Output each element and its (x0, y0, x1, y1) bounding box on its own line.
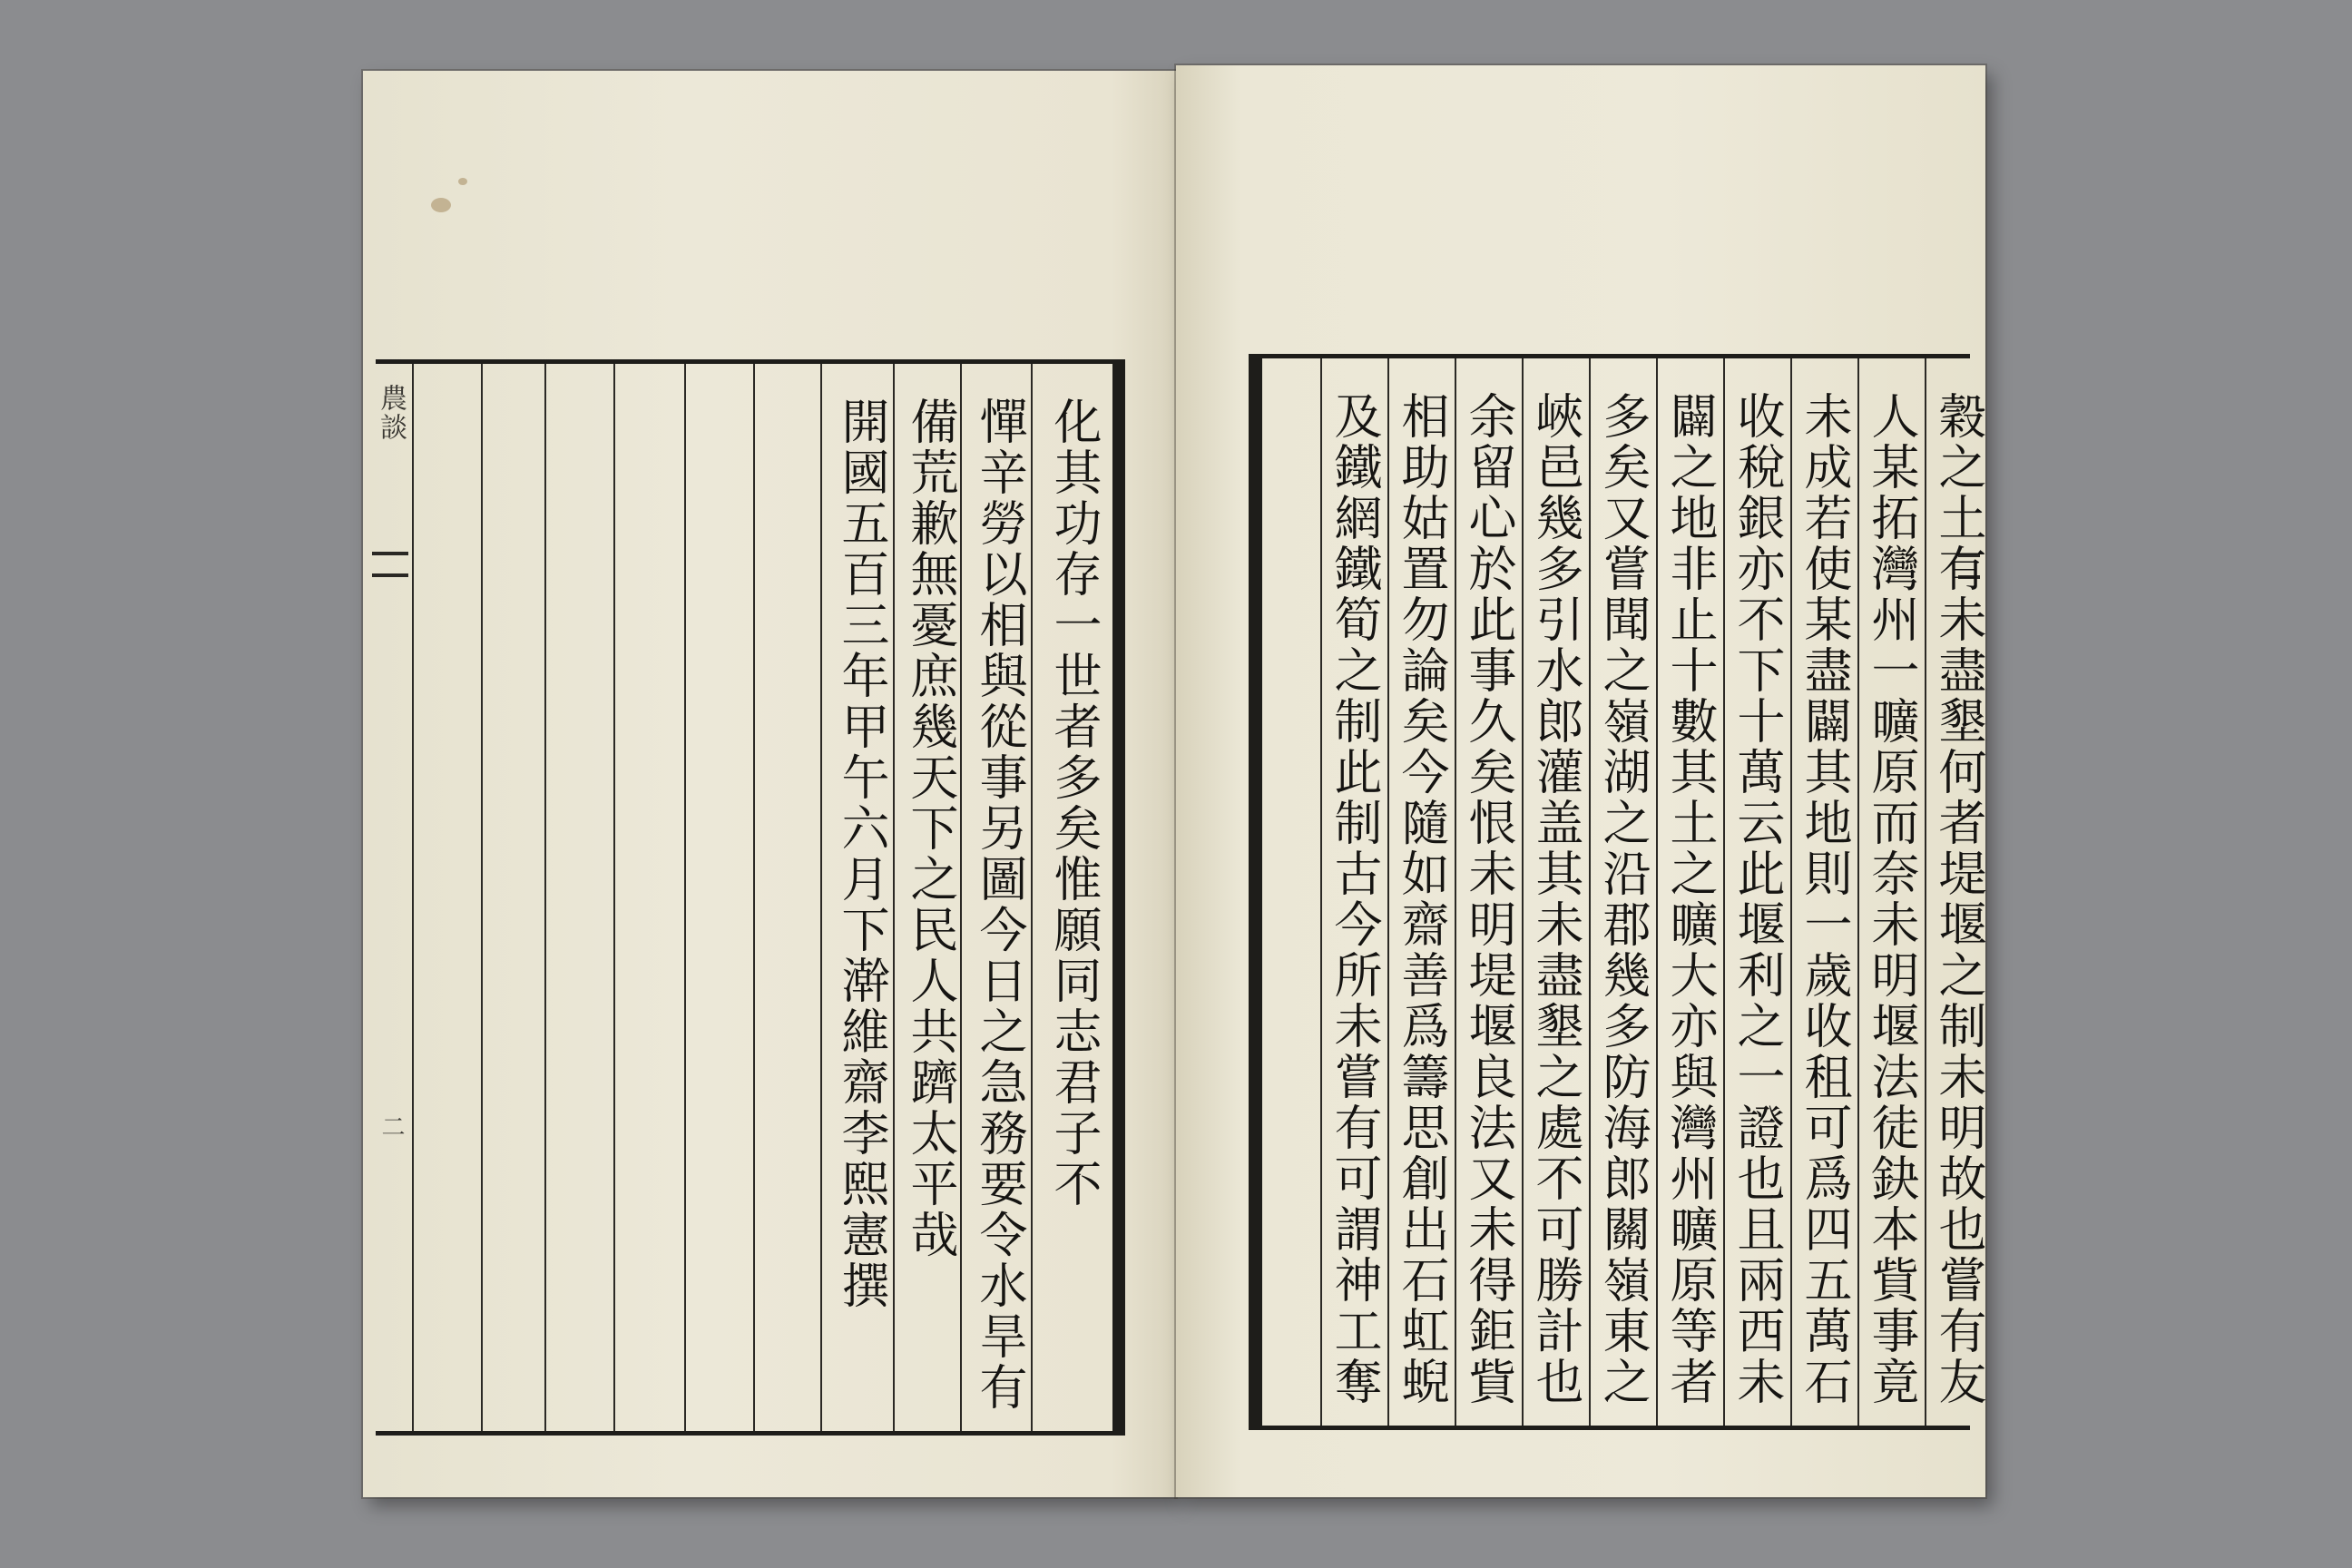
text-column: 余留心於此事久矣恨未明堤堰良法又未得鉅貲 (1461, 391, 1516, 1407)
text-column: 及鐵網鐵筍之制此制古今所未嘗有可謂神工奪 (1327, 391, 1382, 1407)
frame-edge-mark (1253, 358, 1262, 1426)
text-column: 收稅銀亦不下十萬云此堰利之一證也且兩西未 (1730, 391, 1785, 1407)
margin-page-number: 二 (377, 1114, 405, 1138)
text-column: 穀之土有未盡墾何者堤堰之制未明故也嘗有友 (1931, 391, 1986, 1407)
text-column: 闢之地非止十數其土之曠大亦與灣州曠原等者 (1662, 391, 1718, 1407)
text-column: 未成若使某盡闢其地則一歲收租可爲四五萬石 (1797, 391, 1852, 1407)
text-column: 多矣又嘗聞之嶺湖之沿郡幾多防海郎關嶺東之 (1595, 391, 1651, 1407)
text-column: 人某拓灣州一曠原而奈未明堰法徒鈌本貲事竟 (1864, 391, 1919, 1407)
text-column: 峽邑幾多引水郎灌盖其未盡墾之處不可勝計也 (1528, 391, 1583, 1407)
right-page (1176, 65, 1985, 1497)
stain-mark (431, 198, 451, 212)
text-column: 相助姑置勿論矣今隨如齋善爲籌思創出石虹蜺 (1394, 391, 1449, 1407)
text-frame-right (1249, 354, 1986, 1430)
margin-book-title: 農談 (375, 384, 407, 442)
frame-edge-mark (1112, 364, 1125, 1431)
text-frame-left (376, 359, 1125, 1436)
text-column: 憚辛勞以相與從事另圖今日之急務要令水旱有 (972, 397, 1027, 1413)
text-column: 化其功存一世者多矣惟願同志君子不 (1046, 397, 1102, 1210)
text-column: 備荒歉無憂庶幾天下之民人共躋太平哉 (903, 397, 958, 1260)
stain-mark (458, 178, 467, 185)
text-column: 開國五百三年甲午六月下澣維齋李熙憲撰 (834, 397, 889, 1311)
left-page (363, 71, 1176, 1497)
